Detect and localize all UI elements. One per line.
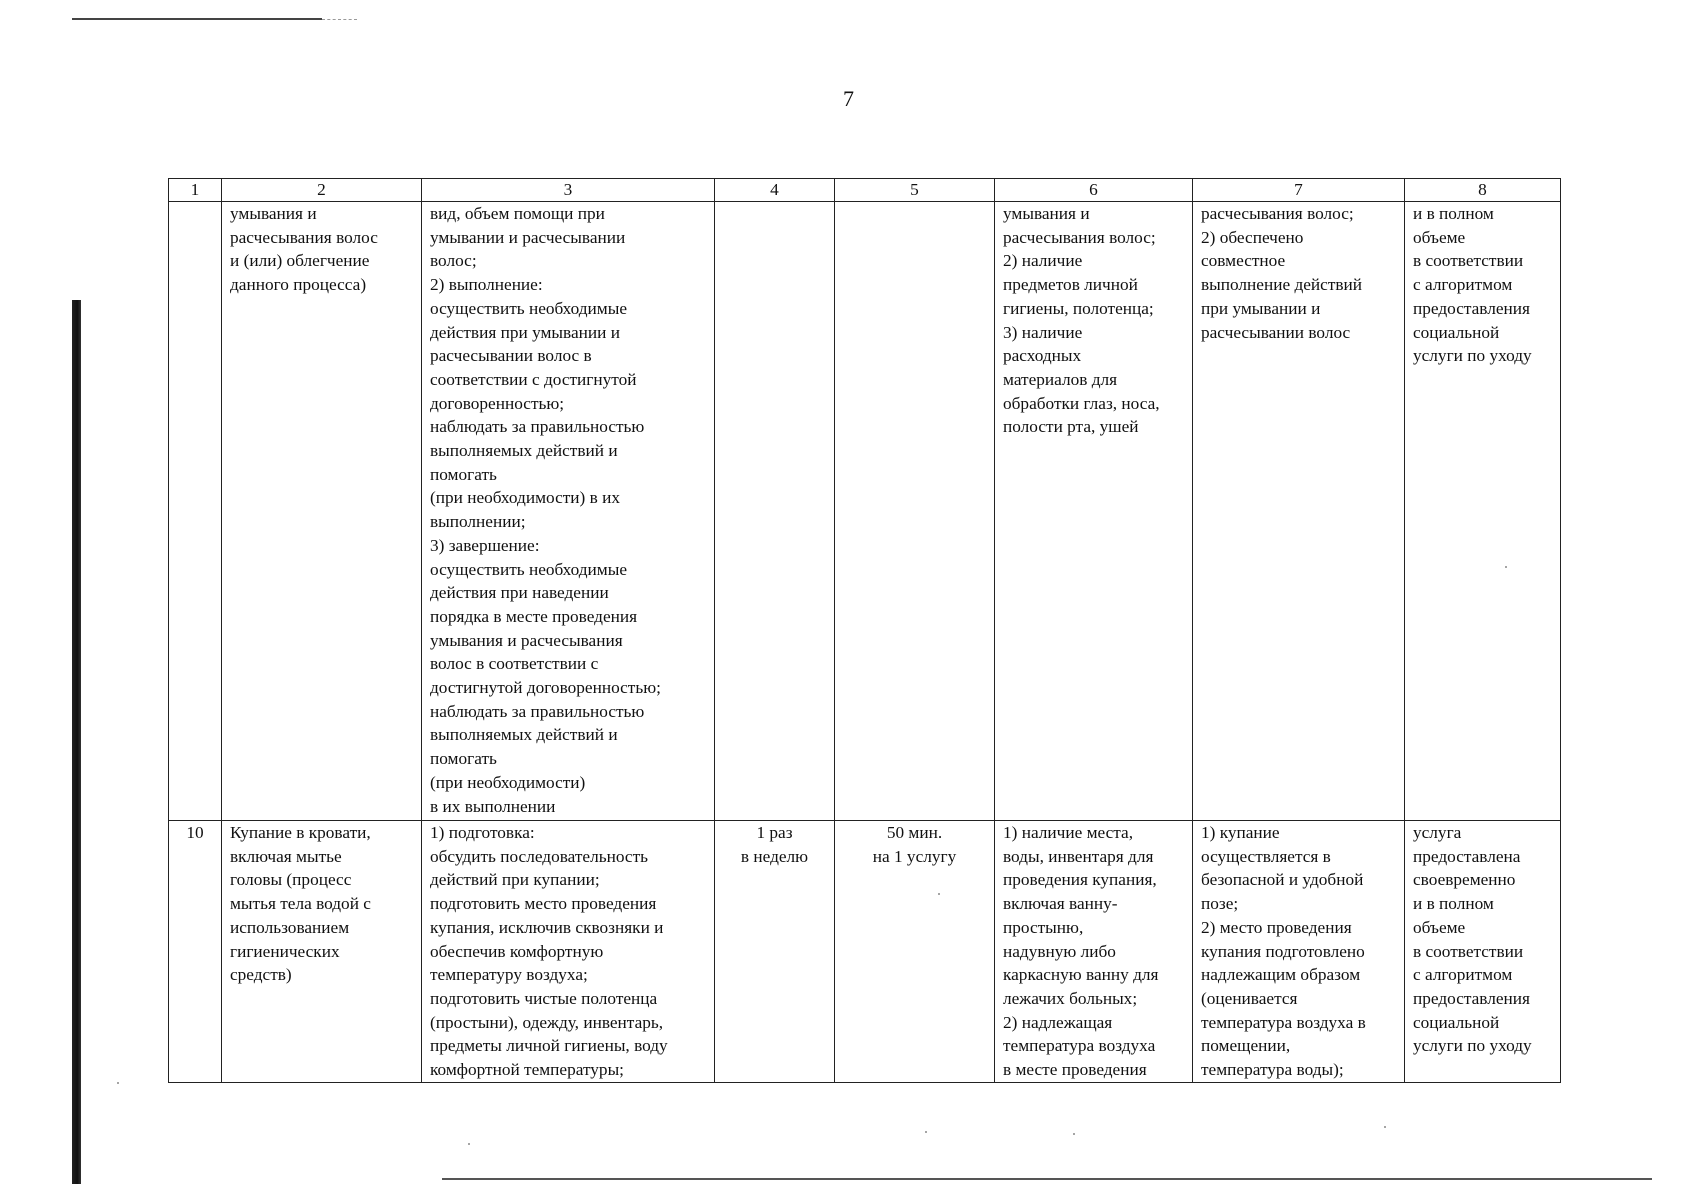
cell-text-line: 1) купание <box>1201 823 1280 842</box>
cell-text-line: гигиены, полотенца; <box>1003 298 1154 318</box>
cell-text-line: 1) подготовка: <box>430 823 535 842</box>
cell-text-line: температура воздуха <box>1003 1036 1156 1056</box>
cell-text-line: каркасную ванну для <box>1003 965 1159 985</box>
cell-text-line: достигнутой договоренностью; <box>430 678 661 698</box>
scan-speck <box>117 1082 119 1084</box>
page-number: 7 <box>843 86 854 111</box>
table-cell-frequency <box>715 202 835 821</box>
services-table <box>168 178 1561 1083</box>
scan-artifact-top-line-faint <box>322 19 357 20</box>
cell-text-line: купания, исключив сквозняки и <box>430 917 664 937</box>
cell-text-line: комфортной температуры; <box>430 1060 624 1080</box>
table-header-row <box>169 179 1561 202</box>
cell-text-line: совместное <box>1201 251 1286 271</box>
cell-text-line: 1 раз <box>756 823 793 842</box>
cell-text-line: (простыни), одежду, инвентарь, <box>430 1012 664 1032</box>
cell-text-line: порядка в месте проведения <box>430 606 638 626</box>
table-cell-procedure <box>422 821 715 1083</box>
cell-text-line: с алгоритмом <box>1413 275 1513 295</box>
cell-text-line: 2) обеспечено <box>1201 227 1304 247</box>
cell-text-line: надлежащим образом <box>1201 965 1361 985</box>
cell-text-line: температуру воздуха; <box>430 965 588 985</box>
table-cell-service-name <box>222 202 422 821</box>
table-cell-number <box>169 202 222 821</box>
table-row <box>169 821 1561 1083</box>
cell-text-line: волос; <box>430 251 477 271</box>
table-cell-number <box>169 821 222 1083</box>
cell-text-line: (оценивается <box>1201 988 1298 1008</box>
cell-text-line: 3) завершение: <box>430 535 540 555</box>
cell-text-line: и в полном <box>1413 894 1494 914</box>
cell-text-line: договоренностью; <box>430 393 565 413</box>
cell-text-line: подготовить место проведения <box>430 894 657 914</box>
table-cell-procedure <box>422 202 715 821</box>
scan-artifact-top-line <box>72 18 322 20</box>
cell-text-line: в их выполнении <box>430 796 556 816</box>
scan-speck <box>468 1143 470 1145</box>
cell-text-line: лежачих больных; <box>1003 988 1138 1008</box>
table-cell-duration <box>835 821 995 1083</box>
cell-text-line: температура воздуха в <box>1201 1012 1366 1032</box>
cell-text-line: соответствии с достигнутой <box>430 369 637 389</box>
table-cell-service-name <box>222 821 422 1083</box>
cell-text-line: предоставления <box>1413 988 1530 1008</box>
cell-text-line: 2) выполнение: <box>430 275 543 295</box>
table-cell-frequency <box>715 821 835 1083</box>
cell-text-line: помогать <box>430 464 497 484</box>
cell-text-line: при умывании и <box>1201 298 1321 318</box>
table-row <box>169 202 1561 821</box>
cell-text-line: действий при купании; <box>430 870 600 890</box>
cell-text-line: 50 мин. <box>886 823 943 842</box>
cell-text-line: выполняемых действий и <box>430 441 618 461</box>
cell-text-line: (при необходимости) <box>430 772 586 792</box>
cell-text-line: материалов для <box>1003 369 1118 389</box>
cell-text-line: расходных <box>1003 346 1082 366</box>
column-header: 2 <box>222 179 422 202</box>
column-header: 6 <box>995 179 1193 202</box>
column-header: 4 <box>715 179 835 202</box>
cell-text-line: позе; <box>1201 894 1239 914</box>
cell-text-line: социальной <box>1413 1012 1500 1032</box>
cell-text-line: полости рта, ушей <box>1003 417 1139 437</box>
cell-text-line: предоставления <box>1413 298 1530 318</box>
cell-text-line: умывания и <box>1003 204 1090 223</box>
scan-speck <box>925 1131 927 1133</box>
table-cell-quality-indicators <box>1193 821 1405 1083</box>
column-header: 7 <box>1193 179 1405 202</box>
scan-speck <box>1384 1126 1386 1128</box>
cell-text-line: в неделю <box>740 846 809 866</box>
cell-text-line: на 1 услугу <box>872 846 957 866</box>
cell-text-line: проведения купания, <box>1003 870 1157 890</box>
cell-text-line: предметов личной <box>1003 275 1138 295</box>
cell-text-line: волос в соответствии с <box>430 654 599 674</box>
cell-text-line: головы (процесс <box>230 870 352 890</box>
cell-text-line: простыню, <box>1003 917 1084 937</box>
cell-text-line: 1) наличие места, <box>1003 823 1134 842</box>
column-header: 8 <box>1405 179 1561 202</box>
cell-text-line: расчесывании волос <box>1201 322 1351 342</box>
cell-text-line: осуществляется в <box>1201 846 1331 866</box>
cell-text-line: объеме <box>1413 917 1466 937</box>
cell-text-line: температура воды); <box>1201 1060 1344 1080</box>
cell-text-line: и (или) облегчение <box>230 251 370 271</box>
cell-text-line: расчесывания волос <box>230 227 378 247</box>
cell-text-line: надувную либо <box>1003 941 1116 961</box>
cell-text-line: безопасной и удобной <box>1201 870 1364 890</box>
cell-text-line: в соответствии <box>1413 941 1524 961</box>
scan-artifact-left-edge <box>72 300 81 1184</box>
cell-text-line: включая ванну- <box>1003 894 1118 914</box>
cell-text-line: подготовить чистые полотенца <box>430 988 658 1008</box>
cell-text-line: услуги по уходу <box>1413 1036 1532 1056</box>
column-header: 5 <box>835 179 995 202</box>
cell-text-line: осуществить необходимые <box>430 559 628 579</box>
cell-text-line: воды, инвентаря для <box>1003 846 1154 866</box>
cell-text-line: данного процесса) <box>230 275 367 295</box>
cell-text-line: использованием <box>230 917 350 937</box>
cell-text-line: в соответствии <box>1413 251 1524 271</box>
column-header: 3 <box>422 179 715 202</box>
cell-text-line: 2) наличие <box>1003 251 1083 271</box>
cell-text-line: своевременно <box>1413 870 1516 890</box>
cell-text-line: включая мытье <box>230 846 342 866</box>
table-cell-quality-indicators <box>1193 202 1405 821</box>
cell-text-line: и в полном <box>1413 204 1494 223</box>
cell-text-line: в месте проведения <box>1003 1060 1147 1080</box>
cell-text-line: (при необходимости) в их <box>430 488 620 508</box>
cell-text-line: обеспечив комфортную <box>430 941 604 961</box>
cell-text-line: умывании и расчесывании <box>430 227 626 247</box>
cell-text-line: вид, объем помощи при <box>430 204 605 223</box>
cell-text-line: средств) <box>230 965 292 985</box>
cell-text-line: помогать <box>430 749 497 769</box>
cell-text-line: обсудить последовательность <box>430 846 649 866</box>
cell-text-line: услуги по уходу <box>1413 346 1532 366</box>
cell-text-line: помещении, <box>1201 1036 1291 1056</box>
cell-text-line: выполнении; <box>430 512 526 532</box>
cell-text-line: с алгоритмом <box>1413 965 1513 985</box>
cell-text-line: 10 <box>186 823 204 842</box>
cell-text-line: действия при наведении <box>430 583 609 603</box>
cell-text-line: наблюдать за правильностью <box>430 417 645 437</box>
cell-text-line: 3) наличие <box>1003 322 1083 342</box>
scan-speck <box>1073 1133 1075 1135</box>
cell-text-line: умывания и <box>230 204 317 223</box>
cell-text-line: выполняемых действий и <box>430 725 618 745</box>
cell-text-line: Купание в кровати, <box>230 823 371 842</box>
cell-text-line: предоставлена <box>1413 846 1521 866</box>
cell-text-line: обработки глаз, носа, <box>1003 393 1160 413</box>
cell-text-line: действия при умывании и <box>430 322 620 342</box>
cell-text-line: наблюдать за правильностью <box>430 701 645 721</box>
cell-text-line: 2) надлежащая <box>1003 1012 1113 1032</box>
cell-text-line: объеме <box>1413 227 1466 247</box>
cell-text-line: гигиенических <box>230 941 340 961</box>
table-cell-duration <box>835 202 995 821</box>
column-header: 1 <box>169 179 222 202</box>
cell-text-line: расчесывания волос; <box>1003 227 1156 247</box>
cell-text-line: расчесывании волос в <box>430 346 592 366</box>
table-cell-evaluation <box>1405 202 1561 821</box>
cell-text-line: осуществить необходимые <box>430 298 628 318</box>
cell-text-line: мытья тела водой с <box>230 894 371 914</box>
cell-text-line: услуга <box>1413 823 1462 842</box>
table-cell-conditions <box>995 202 1193 821</box>
cell-text-line: выполнение действий <box>1201 275 1363 295</box>
cell-text-line: умывания и расчесывания <box>430 630 623 650</box>
cell-text-line: предметы личной гигиены, воду <box>430 1036 668 1056</box>
table-cell-evaluation <box>1405 821 1561 1083</box>
cell-text-line: расчесывания волос; <box>1201 204 1354 223</box>
table-cell-conditions <box>995 821 1193 1083</box>
cell-text-line: социальной <box>1413 322 1500 342</box>
cell-text-line: 2) место проведения <box>1201 917 1352 937</box>
cell-text-line: купания подготовлено <box>1201 941 1365 961</box>
scan-artifact-bottom-line <box>442 1178 1652 1180</box>
